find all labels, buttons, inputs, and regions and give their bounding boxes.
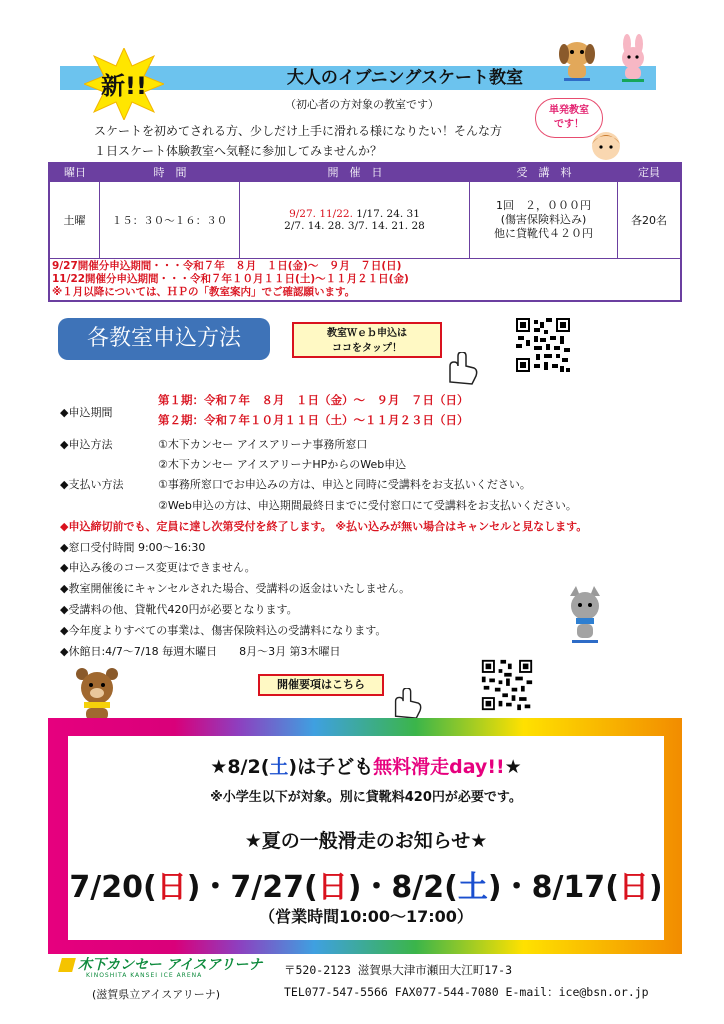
kids-free-day-headline: [68, 752, 664, 779]
period-label: ◆申込期間: [60, 406, 113, 419]
date-4-day: 日: [618, 870, 649, 905]
date-4: ・8/17: [501, 870, 606, 905]
header-capacity: 定員: [618, 164, 680, 182]
header-day: 曜日: [50, 164, 100, 182]
note-1: 9/27開催分申込期間・・・令和７年 ８月 １日(金)〜 ９月 ７日(日): [52, 260, 402, 272]
method-label: ◆申込方法: [60, 438, 113, 451]
web-apply-button[interactable]: [292, 322, 442, 358]
page-title: 大人のイブニングスケート教室: [286, 68, 524, 88]
intro-line-2: １日スケート体験教室へ気軽に参加してみませんか？: [94, 144, 383, 158]
subtitle: （初心者の方対象の教室です）: [285, 98, 439, 111]
cell-dates: [240, 182, 470, 258]
kids-day-free: 無料滑走day!!: [373, 756, 505, 778]
cell-capacity: 各20名: [631, 214, 667, 227]
dates-red: 9/27. 11/22.: [289, 208, 353, 220]
new-starburst-icon: [84, 48, 164, 120]
kids-day-sat: 土: [269, 756, 289, 778]
kids-day-mid: )は子ども: [288, 756, 374, 778]
qr-code-apply[interactable]: [514, 316, 572, 374]
kids-day-suffix: ★: [504, 756, 522, 778]
new-badge-text: 新!!: [101, 72, 147, 100]
summer-dates: 7/20(日)・7/27(日)・8/2(土)・8/17(日): [69, 870, 663, 905]
dog-skater-icon: [552, 36, 602, 84]
section-heading: 各教室申込方法: [58, 318, 270, 360]
web-apply-line-1: 教室Ｗｅｂ申込は: [327, 328, 407, 339]
period-2: 第２期：令和７年１０月１１日（土）〜１１月２３日（日）: [158, 413, 469, 427]
logo-mark-icon: [58, 958, 76, 972]
header-dates: 開 催 日: [240, 164, 470, 182]
contact-info: TEL077-547-5566 FAX077-544-7080 E-mail：ice@bsn.or.jp: [284, 985, 649, 999]
date-2-day: 日: [317, 870, 348, 905]
guide-link-button[interactable]: 開催要項はこちら: [258, 674, 384, 696]
fee-line-3: 他に貸靴代４２０円: [494, 227, 593, 240]
bear-skater-icon: [70, 666, 124, 724]
dates-line-2: 2/7. 14. 28. 3/7. 14. 21. 28: [284, 220, 425, 232]
tap-hand-icon: [440, 352, 480, 386]
period-1: 第１期：令和７年 ８月 １日（金）〜 ９月 ７日（日）: [158, 393, 469, 407]
header-time: 時 間: [100, 164, 240, 182]
no-refund-notice: ◆教室開催後にキャンセルされた場合、受講料の返金はいたしません。: [60, 582, 411, 595]
payment-2: ②Web申込の方は、申込期間最終日までに受付窓口にて受講料をお支払いください。: [158, 499, 577, 512]
no-change-notice: ◆申込み後のコース変更はできません。: [60, 561, 256, 574]
date-1-day: 日: [156, 870, 187, 905]
insurance-notice: ◆今年度よりすべての事業は、傷害保険料込の受講料になります。: [60, 624, 387, 637]
rabbit-skater-icon: [608, 34, 658, 86]
application-notes: [52, 260, 409, 299]
method-2: ②木下カンセー アイスアリーナHPからのWeb申込: [158, 458, 407, 471]
shoe-fee-notice: ◆受講料の他、貸靴代420円が必要となります。: [60, 603, 298, 616]
kids-day-note: ※小学生以下が対象。別に貸靴料420円が必要です。: [210, 790, 522, 805]
address: 〒520-2123 滋賀県大津市瀬田大江町17-3: [284, 963, 513, 977]
payment-label: ◆支払い方法: [60, 478, 124, 491]
cell-day: 土曜: [50, 182, 100, 258]
arena-logo: [60, 954, 262, 974]
date-3: ・8/2: [361, 870, 445, 905]
facility-name: (滋賀県立アイスアリーナ): [92, 988, 221, 1001]
business-hours: （営業時間10:00〜17:00）: [259, 907, 473, 926]
date-1: 7/20: [69, 870, 143, 905]
summer-skating-heading: ★夏の一般滑走のお知らせ★: [244, 830, 488, 852]
kids-day-prefix: ★8/2(: [210, 756, 270, 778]
logo-text: 木下カンセー アイスアリーナ: [78, 957, 263, 973]
closed-days: ◆休館日:4/7〜7/18 毎週木曜日 8月〜3月 第3木曜日: [60, 645, 341, 658]
date-3-day: 土: [457, 870, 488, 905]
fee-line-2: (傷害保険料込み): [500, 213, 587, 226]
header-fee: 受 講 料: [470, 164, 618, 182]
fee-line-1: 1回 ２，０００円: [496, 199, 591, 212]
qr-code-guide[interactable]: [480, 658, 534, 712]
cell-time: １５：３０〜１６：３０: [100, 182, 240, 258]
warning-notice: ◆申込締切前でも、定員に達し次第受付を終了します。 ※払い込みが無い場合はキャンセルと見なします。: [60, 520, 588, 533]
note-3: ※１月以降については、ＨＰの「教室案内」でご確認願います。: [52, 286, 356, 298]
cat-skater-icon: [560, 586, 610, 646]
cell-fee: [470, 182, 618, 258]
method-1: ①木下カンセー アイスアリーナ事務所窓口: [158, 438, 368, 451]
logo-subtext: KINOSHITA KANSEI ICE ARENA: [86, 972, 203, 979]
web-apply-line-2: ココをタップ！: [332, 343, 402, 354]
child-face-icon: [586, 128, 626, 162]
single-class-text: 単発教室 です！: [549, 105, 589, 130]
note-2: 11/22開催分申込期間・・・令和７年１０月１１日(土)〜１１月２１日(金): [52, 273, 409, 285]
date-2: ・7/27: [200, 870, 304, 905]
dates-rest: 1/17. 24. 31: [352, 208, 420, 220]
schedule-table: [48, 162, 682, 302]
intro-line-1: スケートを初めてされる方、少しだけ上手に滑れる様になりたい！そんな方: [94, 124, 503, 138]
payment-1: ①事務所窓口でお申込みの方は、申込と同時に受講料をお支払いください。: [158, 478, 531, 491]
reception-hours: ◆窓口受付時間 9:00〜16:30: [60, 541, 206, 554]
tap-hand-icon-2: [386, 688, 424, 720]
